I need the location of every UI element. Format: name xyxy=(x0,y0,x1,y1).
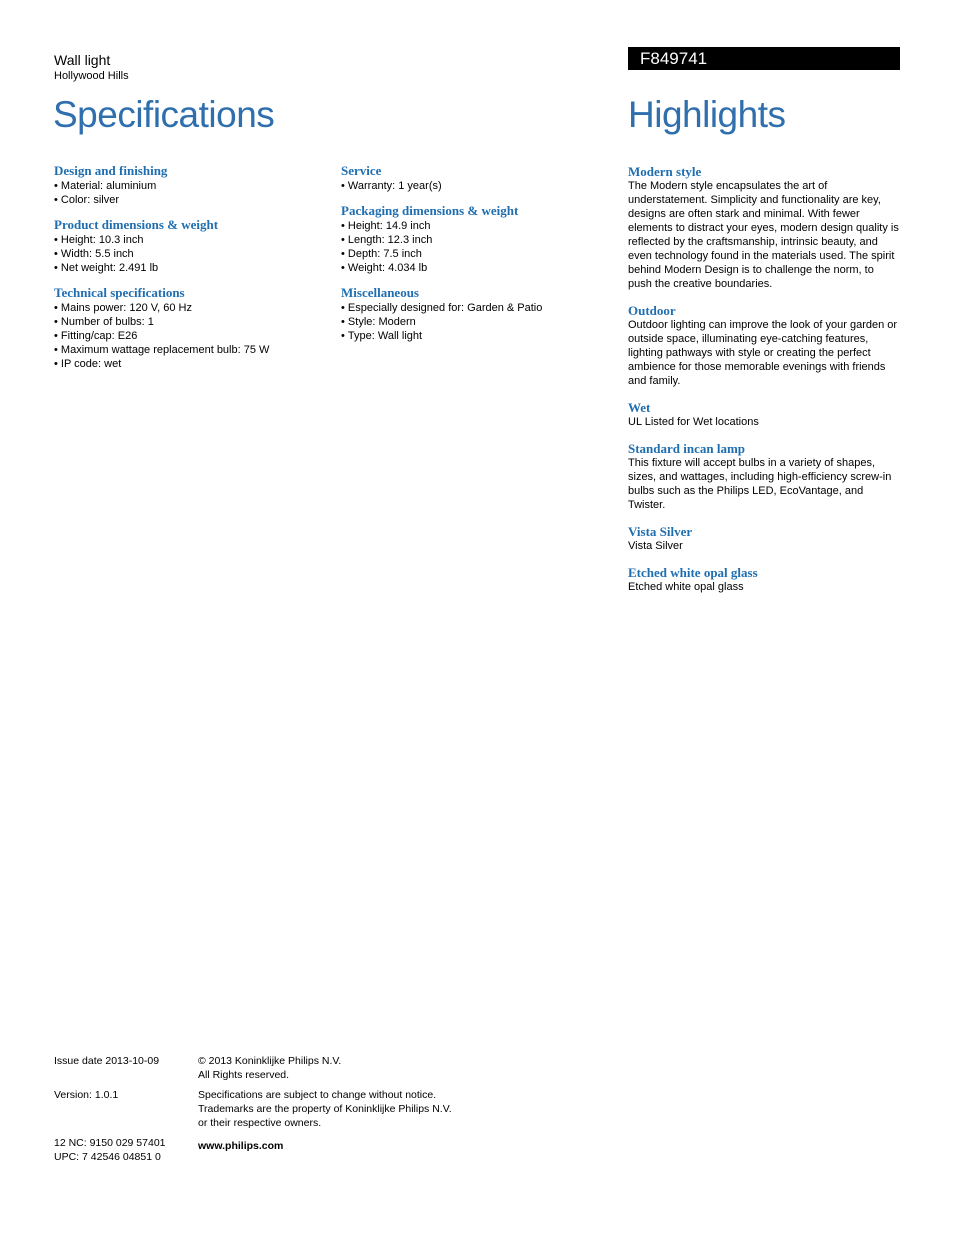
spec-item: • Maximum wattage replacement bulb: 75 W xyxy=(54,343,324,357)
spec-item: • Width: 5.5 inch xyxy=(54,247,324,261)
highlight-heading: Outdoor xyxy=(628,303,676,318)
model-number: F849741 xyxy=(640,49,708,68)
spec-section-heading: Miscellaneous xyxy=(341,285,419,300)
issue-date: Issue date 2013-10-09 xyxy=(54,1055,160,1067)
specifications-title: Specifications xyxy=(53,94,275,135)
spec-section-heading: Technical specifications xyxy=(54,285,185,300)
website-link[interactable]: www.philips.com xyxy=(198,1140,284,1152)
highlight-body: UL Listed for Wet locations xyxy=(628,416,759,428)
notice-line: or their respective owners. xyxy=(198,1117,322,1129)
notice-line: Trademarks are the property of Koninklijke Philips N.V. xyxy=(198,1103,452,1115)
spec-item: • Especially designed for: Garden & Patio xyxy=(341,301,611,315)
spec-section-heading: Product dimensions & weight xyxy=(54,217,219,232)
spec-item: • Warranty: 1 year(s) xyxy=(341,179,611,193)
version: Version: 1.0.1 xyxy=(54,1089,119,1101)
spec-section-miscellaneous xyxy=(341,286,611,343)
spec-item: • Net weight: 2.491 lb xyxy=(54,261,324,275)
footer xyxy=(54,1054,474,1170)
spec-item: • Height: 14.9 inch xyxy=(341,219,611,233)
highlight-modern-style xyxy=(628,165,900,291)
highlights-title: Highlights xyxy=(628,94,786,135)
spec-item: • Fitting/cap: E26 xyxy=(54,329,324,343)
spec-section-design xyxy=(54,164,324,207)
highlight-heading: Modern style xyxy=(628,164,702,179)
product-name: Hollywood Hills xyxy=(54,70,129,82)
spec-section-heading: Design and finishing xyxy=(54,163,168,178)
nc-code: 12 NC: 9150 029 57401 xyxy=(54,1137,166,1149)
rights-reserved: All Rights reserved. xyxy=(198,1069,290,1081)
spec-item: • Weight: 4.034 lb xyxy=(341,261,611,275)
specifications-column-1 xyxy=(54,164,324,382)
footer-row-codes xyxy=(54,1136,474,1164)
spec-item: • Mains power: 120 V, 60 Hz xyxy=(54,301,324,315)
highlight-body: This fixture will accept bulbs in a variety of shapes, sizes, and wattages, including high-efficiency screw-in bulbs such as the Philips LED, EcoVantage, and Twister. xyxy=(628,457,892,511)
highlight-body: Vista Silver xyxy=(628,540,683,552)
footer-row-issue xyxy=(54,1054,474,1082)
spec-section-packaging xyxy=(341,204,611,275)
spec-section-technical xyxy=(54,286,324,371)
spec-section-product-dimensions xyxy=(54,218,324,275)
highlight-body: Etched white opal glass xyxy=(628,581,744,593)
spec-item: • Style: Modern xyxy=(341,315,611,329)
footer-row-version xyxy=(54,1088,474,1130)
notice-line: Specifications are subject to change without notice. xyxy=(198,1089,437,1101)
specifications-column-2 xyxy=(341,164,611,354)
upc-code: UPC: 7 42546 04851 0 xyxy=(54,1151,161,1163)
highlight-wet xyxy=(628,401,900,429)
highlights-column xyxy=(628,165,900,607)
highlight-etched-glass xyxy=(628,566,900,594)
spec-item: • Number of bulbs: 1 xyxy=(54,315,324,329)
spec-item: • Height: 10.3 inch xyxy=(54,233,324,247)
highlight-heading: Etched white opal glass xyxy=(628,565,758,580)
spec-item: • Depth: 7.5 inch xyxy=(341,247,611,261)
highlight-outdoor xyxy=(628,304,900,388)
spec-section-service xyxy=(341,164,611,193)
highlight-vista-silver xyxy=(628,525,900,553)
spec-section-heading: Packaging dimensions & weight xyxy=(341,203,519,218)
highlight-body: The Modern style encapsulates the art of understatement. Simplicity and functionality are key, designs are often stark and minimal. With fewer elements to distract your eyes, modern design quality is reflected by the craftsmanship, intrinsic beauty, and even technology found in the materials used. The spirit behind Modern Design is to challenge the norm, to push the creative boundaries. xyxy=(628,180,899,290)
spec-item: • Length: 12.3 inch xyxy=(341,233,611,247)
spec-item: • Material: aluminium xyxy=(54,179,324,193)
highlight-body: Outdoor lighting can improve the look of your garden or outside space, illuminating eye-catching features, lighting pathways with style or creating the perfect ambience for those memorable evenings with friends and family. xyxy=(628,319,898,387)
highlight-standard-incan-lamp xyxy=(628,442,900,512)
copyright: © 2013 Koninklijke Philips N.V. xyxy=(198,1055,342,1067)
model-number-bar xyxy=(628,47,900,70)
spec-section-heading: Service xyxy=(341,163,382,178)
spec-item: • Color: silver xyxy=(54,193,324,207)
spec-item: • IP code: wet xyxy=(54,357,324,371)
product-type: Wall light xyxy=(54,52,111,68)
highlight-heading: Vista Silver xyxy=(628,524,693,539)
highlight-heading: Wet xyxy=(628,400,651,415)
highlight-heading: Standard incan lamp xyxy=(628,441,746,456)
spec-item: • Type: Wall light xyxy=(341,329,611,343)
